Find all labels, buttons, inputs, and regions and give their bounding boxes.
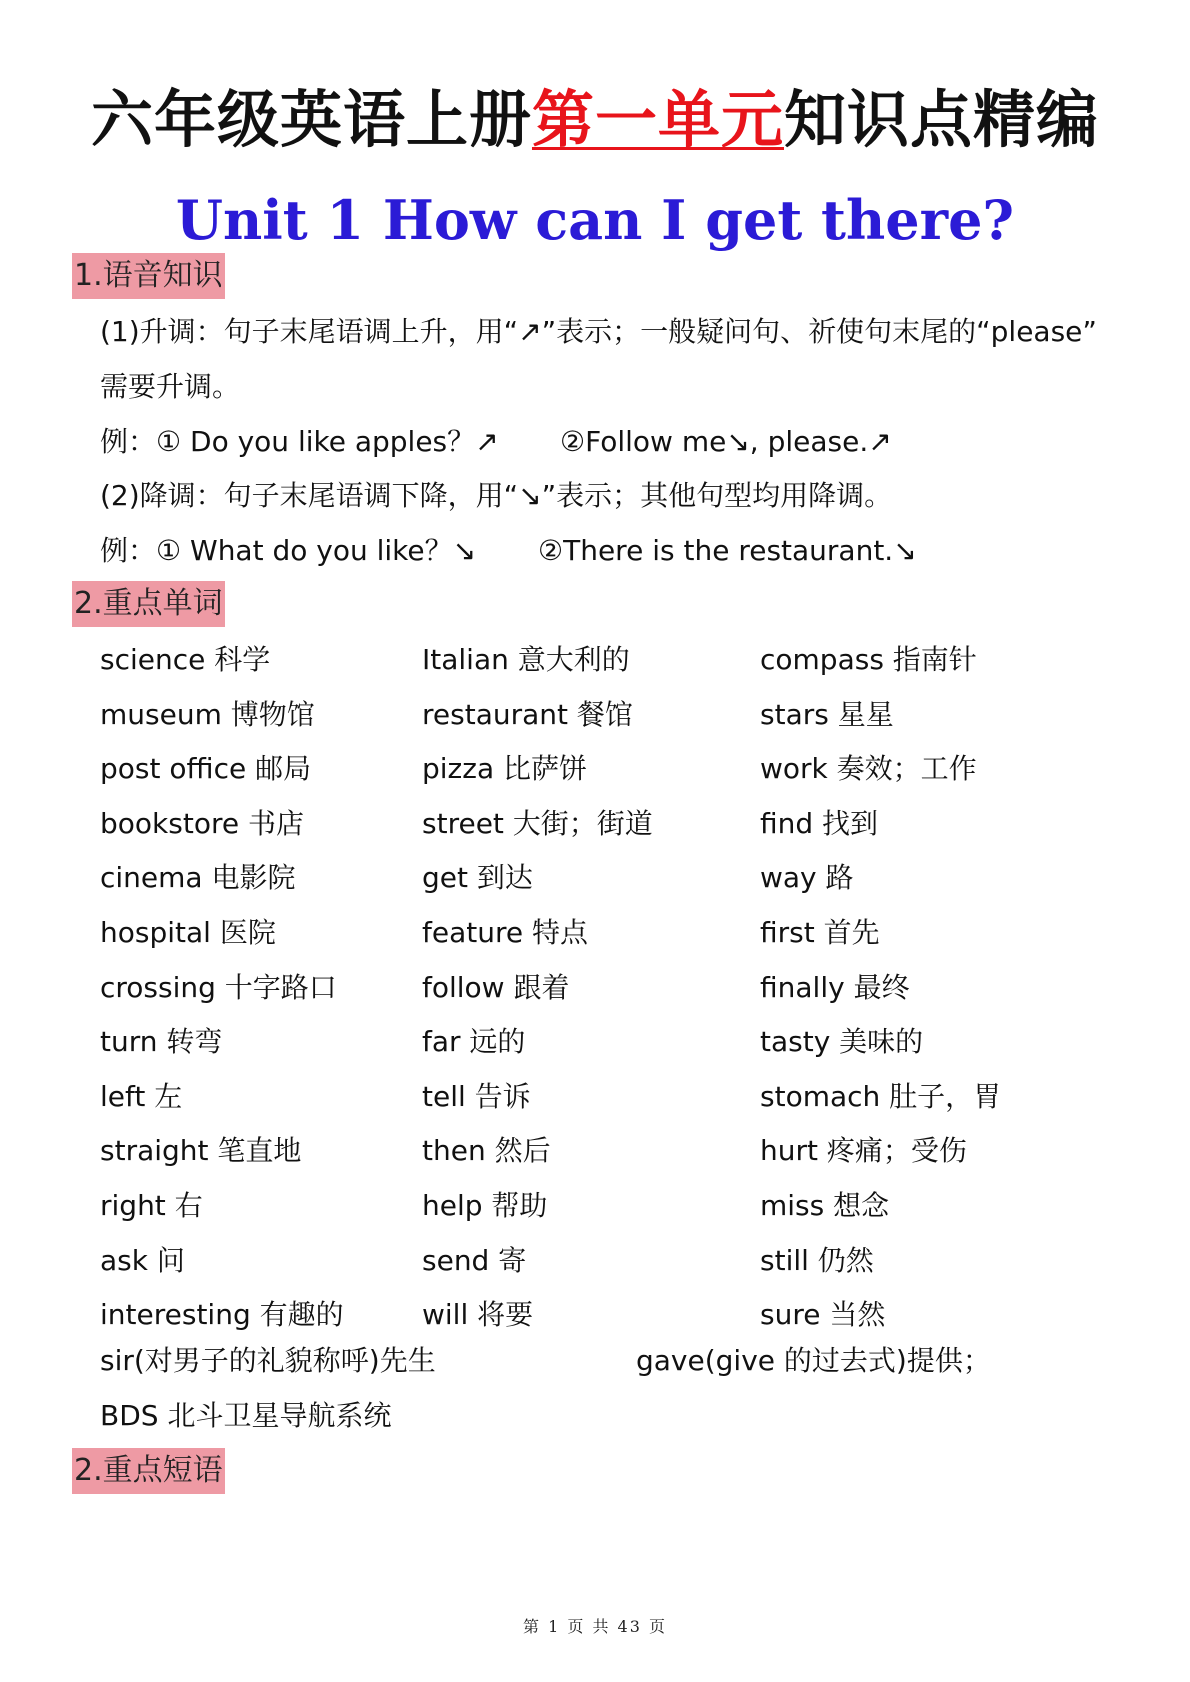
page-footer: 第 1 页 共 43 页 [523,1617,667,1636]
vocab-item: miss 想念 [760,1189,890,1222]
vocab-item: hospital 医院 [100,916,276,949]
vocab-item: tell 告诉 [422,1079,531,1113]
example-line: 例：① Do you like apples？↗ [100,425,499,458]
vocab-item: crossing 十字路口 [100,970,337,1004]
vocab-extra: sir(对男子的礼貌称呼)先生 [100,1344,436,1377]
vocab-item: way 路 [760,861,854,895]
vocab-item: work 奏效；工作 [760,752,977,786]
title-part3: 知识点精编 [784,83,1100,156]
vocab-extra: gave(give 的过去式)提供； [636,1344,991,1377]
vocab-item: Italian 意大利的 [422,643,630,676]
vocab-item: left 左 [100,1079,183,1113]
vocab-item: straight 笔直地 [100,1134,302,1168]
vocab-item: feature 特点 [422,916,588,949]
phonetics-line: 需要升调。 [100,370,241,403]
vocab-extra: BDS 北斗卫星导航系统 [100,1399,392,1432]
title-part1: 六年级英语上册 [90,83,532,156]
vocab-item: restaurant 餐馆 [422,697,633,731]
example-line: ②Follow me↘, please.↗ [560,425,892,458]
vocab-item: far 远的 [422,1025,526,1059]
page-title [0,70,1190,159]
vocab-item: museum 博物馆 [100,697,315,731]
vocab-item: get 到达 [422,861,533,895]
vocab-item: first 首先 [760,916,880,949]
vocab-item: ask 问 [100,1243,185,1277]
vocab-item: hurt 疼痛；受伤 [760,1134,967,1168]
vocab-item: pizza 比萨饼 [422,752,588,786]
vocab-item: cinema 电影院 [100,861,296,895]
vocab-item: sure 当然 [760,1298,886,1332]
vocab-item: help 帮助 [422,1189,548,1222]
vocab-item: follow 跟着 [422,970,570,1004]
vocab-item: right 右 [100,1189,203,1222]
vocab-item: then 然后 [422,1134,551,1168]
vocab-item: science 科学 [100,643,271,676]
title-highlight: 第一单元 [531,83,784,156]
section-heading-phrases: 2.重点短语 [72,1448,225,1494]
section-heading-vocabulary: 2.重点单词 [72,581,225,627]
vocab-item: stomach 肚子，胃 [760,1079,1002,1113]
vocab-item: tasty 美味的 [760,1025,924,1059]
phonetics-line: (1)升调：句子末尾语调上升，用“↗”表示；一般疑问句、祈使句末尾的“please” [100,315,1097,348]
vocab-item: finally 最终 [760,970,910,1004]
vocab-item: send 寄 [422,1243,527,1277]
vocab-item: find 找到 [760,806,879,840]
phonetics-line: (2)降调：句子末尾语调下降，用“↘”表示；其他句型均用降调。 [100,479,893,512]
vocab-item: post office 邮局 [100,752,312,786]
vocab-item: still 仍然 [760,1243,874,1277]
example-line: 例：① What do you like？↘ [100,534,477,567]
vocab-item: bookstore 书店 [100,806,304,840]
vocab-item: stars 星星 [760,697,894,731]
vocab-item: interesting 有趣的 [100,1298,344,1332]
example-line: ②There is the restaurant.↘ [538,534,917,567]
vocab-item: street 大街；街道 [422,806,653,840]
vocab-item: compass 指南针 [760,643,977,676]
section-heading-phonetics: 1.语音知识 [72,253,225,299]
vocab-item: will 将要 [422,1298,534,1332]
unit-subtitle: Unit 1 How can I get there? [175,188,1015,252]
vocab-item: turn 转弯 [100,1025,223,1059]
